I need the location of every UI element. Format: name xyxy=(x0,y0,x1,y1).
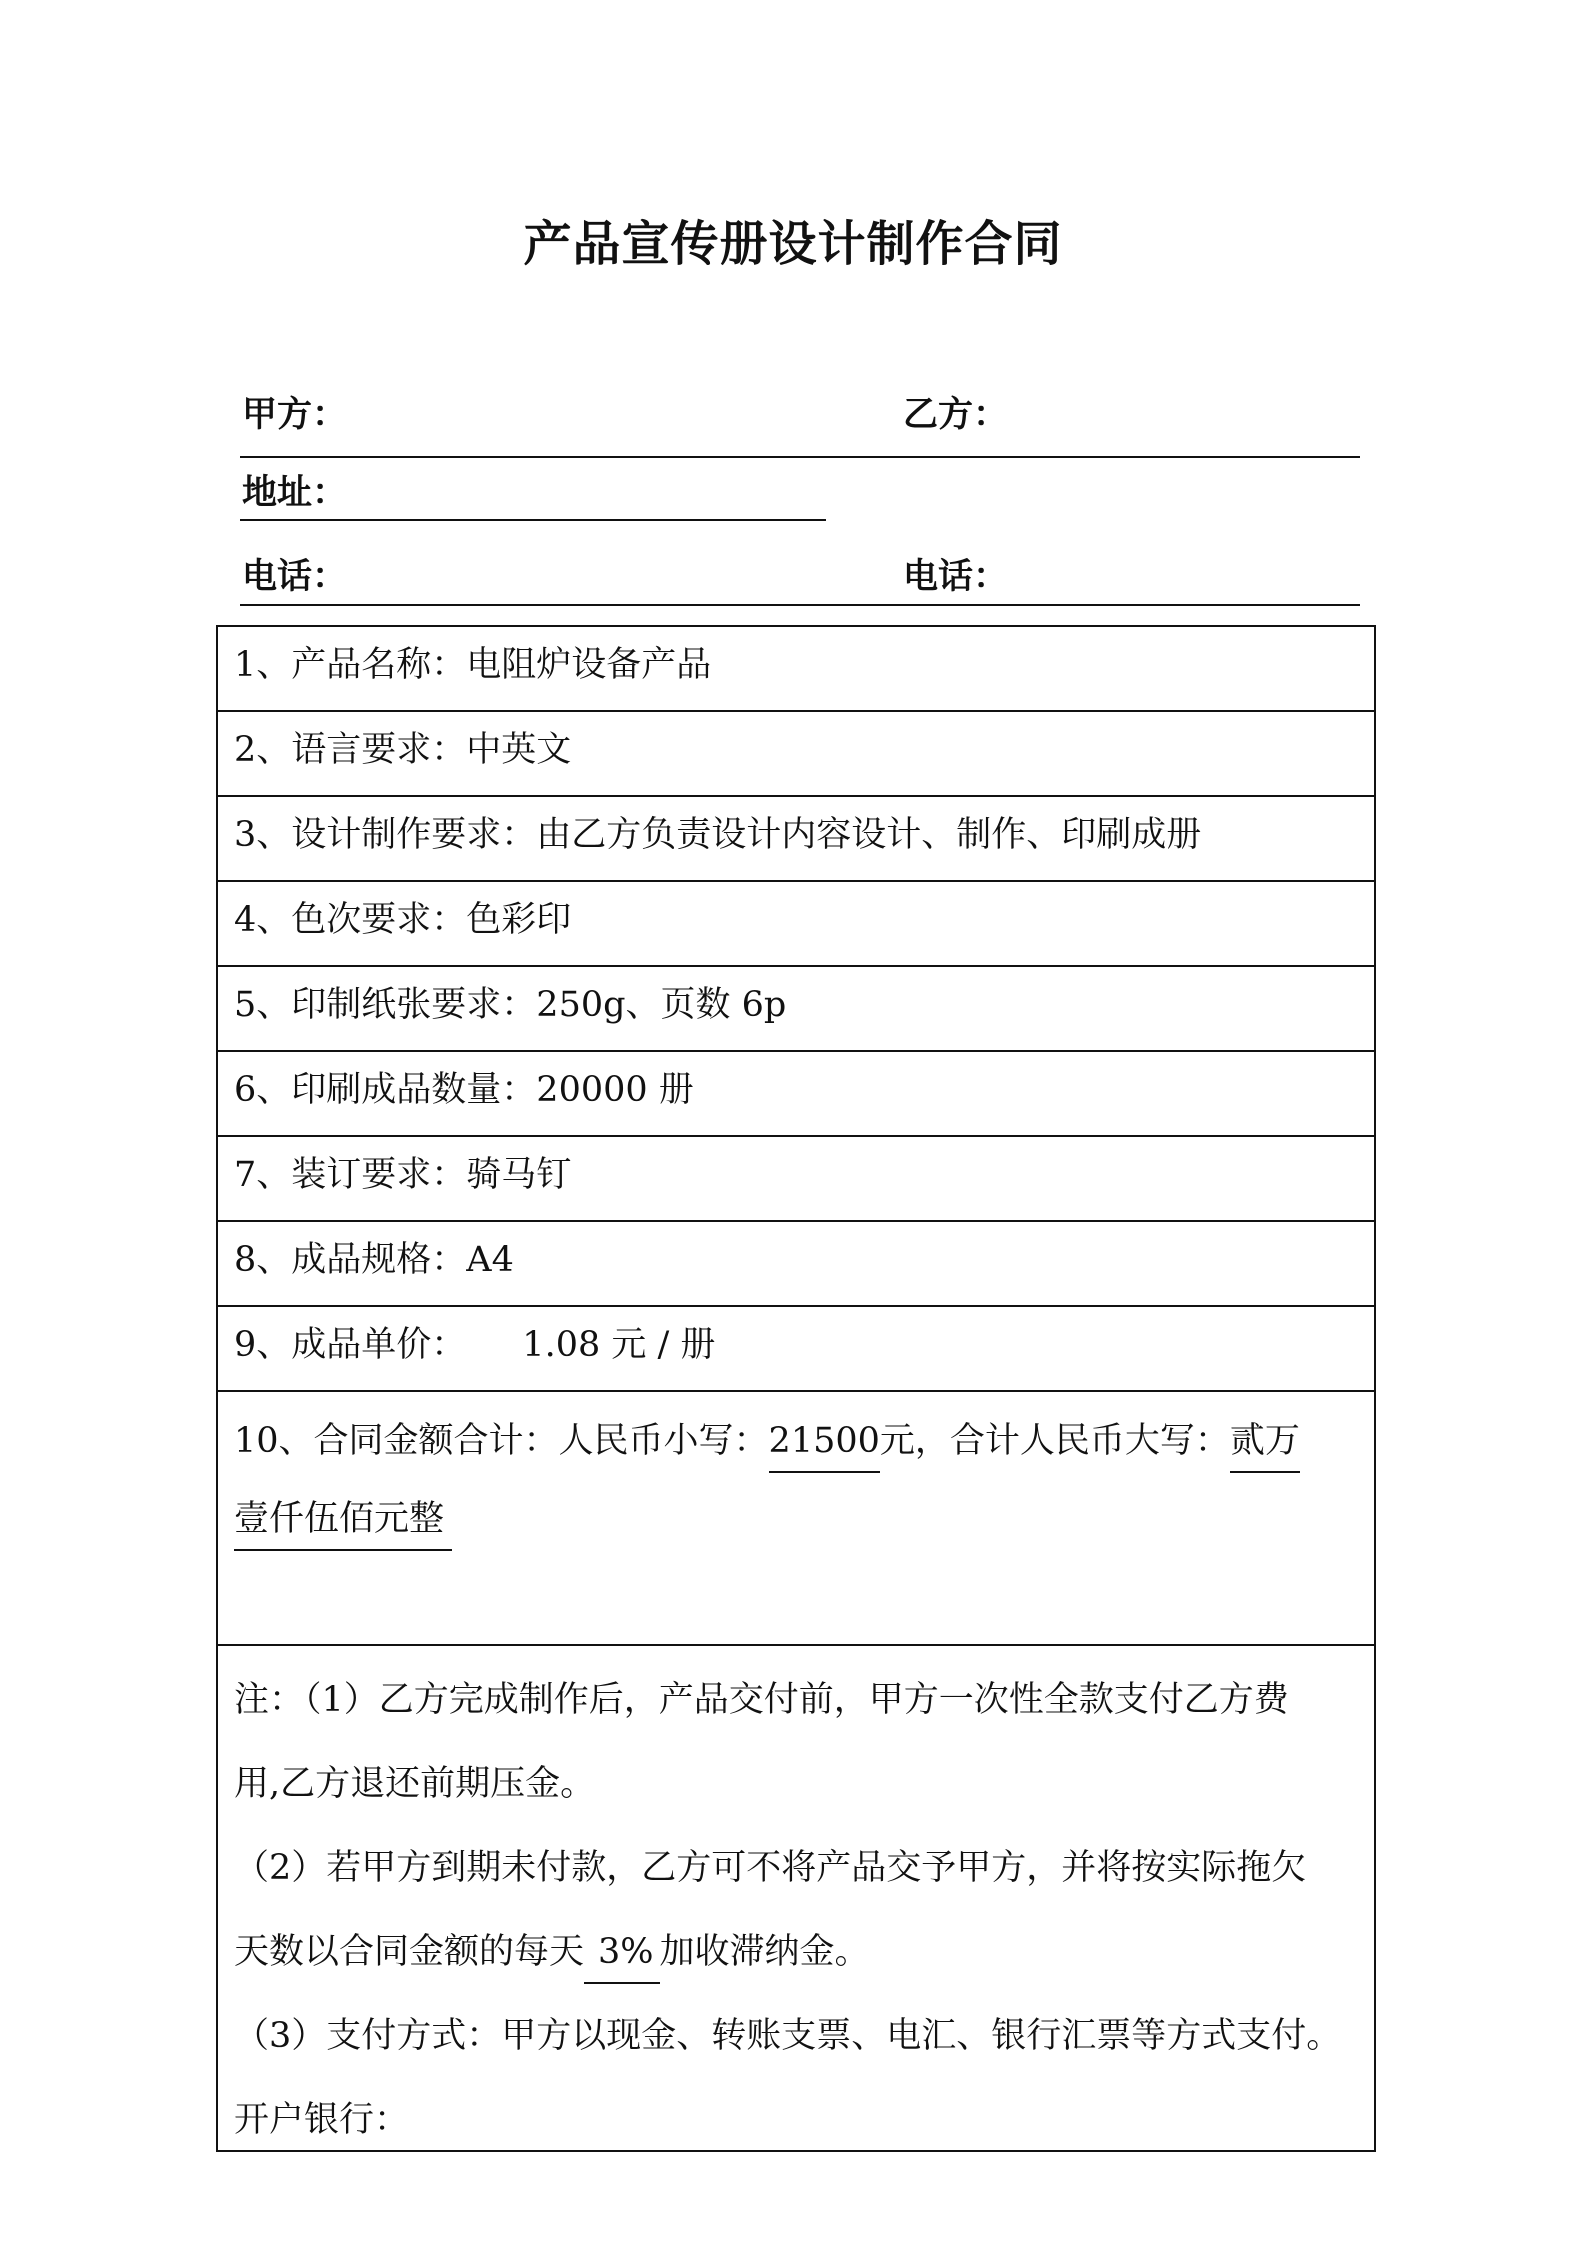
notes-section xyxy=(218,1646,1374,2150)
term-value: 250g、页数 6p xyxy=(536,985,787,1025)
term-number: 1、 xyxy=(234,645,292,685)
note-3: （3）支付方式：甲方以现金、转账支票、电汇、银行汇票等方式支付。 xyxy=(234,2016,1342,2056)
term-value: 色彩印 xyxy=(466,900,572,940)
term-number: 3、 xyxy=(234,815,292,855)
term-label: 成品单价： xyxy=(291,1325,467,1365)
note-1-line-2: 用,乙方退还前期压金。 xyxy=(234,1764,596,1804)
term-row-color xyxy=(218,882,1374,967)
term-value: 由乙方负责设计内容设计、制作、印刷成册 xyxy=(536,815,1202,855)
phone-b-label: 电话： xyxy=(903,557,1009,597)
note-2-line-2 xyxy=(234,1910,1364,1994)
term-row-unit-price xyxy=(218,1307,1374,1392)
note-1-line-1: 注：（1）乙方完成制作后，产品交付前，甲方一次性全款支付乙方费 xyxy=(234,1680,1289,1720)
term-label: 印刷成品数量： xyxy=(291,1070,537,1110)
contract-terms-table xyxy=(216,625,1376,2152)
term-number: 8、 xyxy=(234,1240,292,1280)
term-label: 印制纸张要求： xyxy=(291,985,537,1025)
note-2-line-1: （2）若甲方到期未付款，乙方可不将产品交予甲方，并将按实际拖欠 xyxy=(234,1848,1307,1888)
term-value: A4 xyxy=(466,1240,514,1280)
note-2-text-after: 加收滞纳金。 xyxy=(659,1932,870,1972)
phone-a-label: 电话： xyxy=(242,557,348,597)
term-number: 7、 xyxy=(234,1155,292,1195)
term-label: 设计制作要求： xyxy=(291,815,537,855)
amount-uppercase-part2: 壹仟伍佰元整 xyxy=(234,1489,452,1551)
party-b-label: 乙方： xyxy=(903,395,1009,435)
term-value: 20000 册 xyxy=(536,1070,694,1110)
address-label: 地址： xyxy=(242,473,348,513)
term-row-language xyxy=(218,712,1374,797)
term-number: 2、 xyxy=(234,730,292,770)
term-label: 语言要求： xyxy=(291,730,467,770)
term-value: 骑马钉 xyxy=(466,1155,572,1195)
term-number: 4、 xyxy=(234,900,292,940)
term-row-size xyxy=(218,1222,1374,1307)
late-fee-rate: 3% xyxy=(584,1922,660,1984)
phone-underline xyxy=(240,604,1360,606)
term-number: 5、 xyxy=(234,985,292,1025)
term-label: 装订要求： xyxy=(291,1155,467,1195)
term-row-product-name xyxy=(218,627,1374,712)
document-title: 产品宣传册设计制作合同 xyxy=(523,216,1063,272)
term-row-design-requirements xyxy=(218,797,1374,882)
term-value: 电阻炉设备产品 xyxy=(466,645,712,685)
amount-middle: 元，合计人民币大写： xyxy=(879,1421,1230,1461)
term-number: 9、 xyxy=(234,1325,292,1365)
term-row-contract-amount xyxy=(218,1392,1374,1646)
term-label: 色次要求： xyxy=(291,900,467,940)
term-label: 成品规格： xyxy=(291,1240,467,1280)
amount-uppercase-part1: 贰万 xyxy=(1230,1411,1300,1473)
note-2-text-before: 天数以合同金额的每天 xyxy=(234,1932,585,1972)
amount-prefix: 10、合同金额合计：人民币小写： xyxy=(234,1421,769,1461)
term-value: 中英文 xyxy=(466,730,572,770)
amount-lowercase: 21500 xyxy=(769,1411,880,1473)
term-row-quantity xyxy=(218,1052,1374,1137)
term-value: 1.08 元 / 册 xyxy=(522,1325,716,1365)
party-underline xyxy=(240,456,1360,458)
term-row-paper xyxy=(218,967,1374,1052)
party-a-label: 甲方： xyxy=(242,395,348,435)
address-underline xyxy=(240,519,826,521)
term-number: 6、 xyxy=(234,1070,292,1110)
bank-label: 开户银行： xyxy=(234,2100,410,2140)
term-row-binding xyxy=(218,1137,1374,1222)
term-label: 产品名称： xyxy=(291,645,467,685)
